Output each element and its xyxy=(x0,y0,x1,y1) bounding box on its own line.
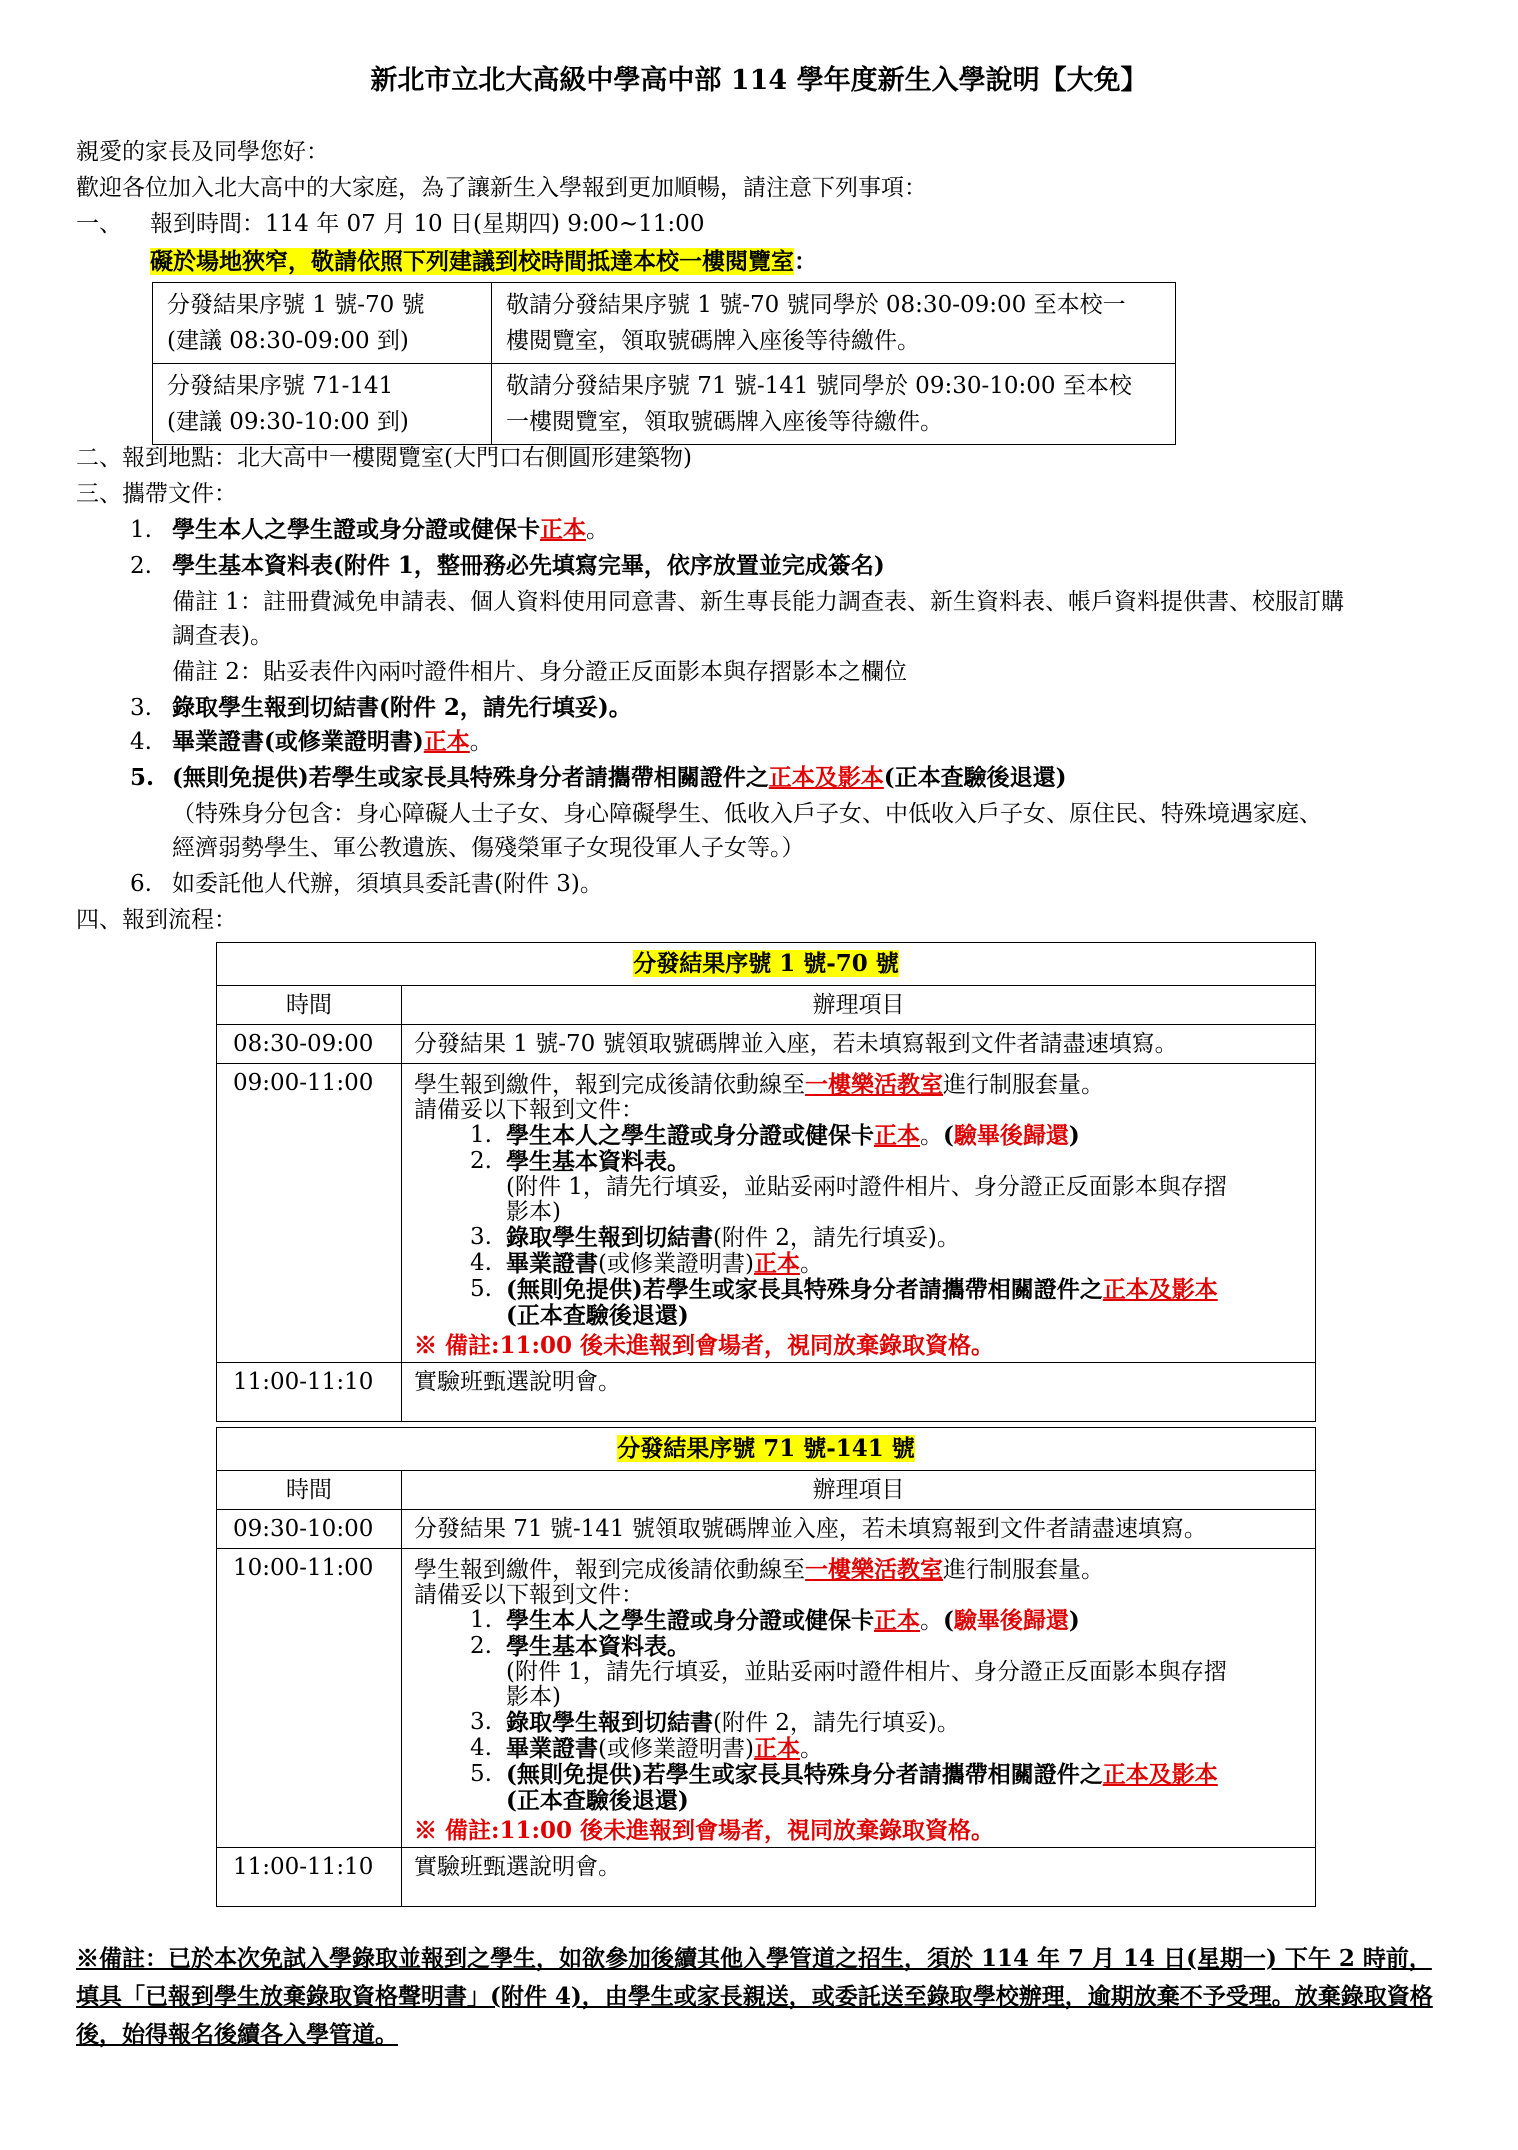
caption-text: 分發結果序號 71 號-141 號 xyxy=(617,1435,915,1462)
item-text: (附件 2，請先行填妥)。 xyxy=(713,1710,960,1736)
cell-text: 分發結果序號 71-141 xyxy=(167,373,394,399)
item-cell: 實驗班甄選說明會。 xyxy=(402,1363,1316,1422)
list-item xyxy=(414,1277,1303,1303)
item-text: 畢業證書(或修業證明書) xyxy=(172,728,424,755)
red-emphasis: 驗畢後歸還 xyxy=(953,1607,1069,1634)
header-item: 辦理項目 xyxy=(402,1471,1316,1510)
item-text: ) xyxy=(1068,1122,1080,1149)
list-item xyxy=(414,1788,1303,1814)
list-item xyxy=(414,1608,1303,1634)
item-cell: 實驗班甄選說明會。 xyxy=(402,1848,1316,1907)
header-time: 時間 xyxy=(217,1471,402,1510)
list-item xyxy=(414,1634,1303,1660)
table-row xyxy=(153,283,1176,364)
cell-text: (建議 09:30-10:00 到) xyxy=(167,409,409,435)
list-item xyxy=(414,1685,1303,1710)
list-item xyxy=(414,1660,1303,1685)
document-list xyxy=(414,1123,1303,1329)
list-number: 1. xyxy=(470,1607,492,1633)
footer-note: ※備註：已於本次免試入學錄取並報到之學生，如欲參加後續其他入學管道之招生，須於 114 年 7 月 14 日(星期一) 下午 2 時前，填具「已報到學生放棄錄取資格聲明書」(附件 4)，由學生或家長親送，或委託送至錄取學校辦理，逾期放棄不予受理。放棄錄取資格後，始得報名後續各入學管道。 xyxy=(76,1945,1433,2048)
list-number: 5. xyxy=(470,1276,492,1302)
table-row xyxy=(217,1064,1316,1363)
item-text: 學生本人之學生證或身分證或健保卡 xyxy=(506,1122,874,1149)
cell-text: 請備妥以下報到文件： xyxy=(414,1097,644,1123)
list-number: 3. xyxy=(470,1224,492,1250)
table-cell xyxy=(492,364,1176,445)
time-cell: 10:00-11:00 xyxy=(217,1549,402,1848)
table-cell xyxy=(153,364,492,445)
item-text: (無則免提供)若學生或家長具特殊身分者請攜帶相關證件之 xyxy=(172,764,769,791)
time-cell: 11:00-11:10 xyxy=(217,1848,402,1907)
list-number: 3. xyxy=(470,1709,492,1735)
greeting: 親愛的家長及同學您好： xyxy=(76,139,329,165)
list-item xyxy=(414,1200,1303,1225)
cell-text: 進行制服套量。 xyxy=(943,1557,1104,1583)
item-3: 錄取學生報到切結書(附件 2，請先行填妥)。 xyxy=(172,694,632,721)
red-emphasis: 正本 xyxy=(753,1735,800,1762)
list-number: 2. xyxy=(470,1633,492,1659)
list-number: 1. xyxy=(470,1122,492,1148)
warning-note: ※ 備註:11:00 後未進報到會場者，視同放棄錄取資格。 xyxy=(414,1817,995,1844)
list-item xyxy=(414,1762,1303,1788)
item-text: 畢業證書 xyxy=(506,1735,598,1762)
list-item xyxy=(414,1225,1303,1251)
table-row xyxy=(217,986,1316,1025)
item-text: ( xyxy=(943,1122,954,1149)
item-text: (正本查驗後退還) xyxy=(883,764,1067,791)
table-row xyxy=(217,1549,1316,1848)
item-5-note-1: （特殊身分包含：身心障礙人士子女、身心障礙學生、低收入戶子女、中低收入戶子女、原住民、特殊境遇家庭、 xyxy=(172,801,1322,827)
list-number: 4. xyxy=(470,1735,492,1761)
notice-colon: ： xyxy=(794,248,817,275)
item-5-number: 5. xyxy=(130,764,155,791)
red-emphasis: 正本 xyxy=(874,1122,920,1149)
list-item xyxy=(414,1710,1303,1736)
list-item xyxy=(414,1736,1303,1762)
item-3-number: 3. xyxy=(130,695,152,721)
cell-text: 敬請分發結果序號 1 號-70 號同學於 08:30-09:00 至本校一 xyxy=(506,292,1126,318)
table-row xyxy=(217,1428,1316,1471)
flow-table-1 xyxy=(216,942,1316,1422)
cell-text: 請備妥以下報到文件： xyxy=(414,1582,644,1608)
item-text: 錄取學生報到切結書 xyxy=(506,1709,713,1736)
table-row xyxy=(217,1025,1316,1064)
item-text: 。 xyxy=(586,517,609,543)
table-row xyxy=(217,943,1316,986)
cell-text: 分發結果序號 1 號-70 號 xyxy=(167,292,425,318)
table-cell xyxy=(492,283,1176,364)
item-6-number: 6. xyxy=(130,871,152,897)
item-text: ( xyxy=(943,1607,954,1634)
table-row xyxy=(217,1471,1316,1510)
section-3-heading: 三、攜帶文件： xyxy=(76,481,237,507)
item-1 xyxy=(172,512,609,548)
table-row xyxy=(217,1363,1316,1422)
cell-text: 一樓閱覽室，領取號碼牌入座後等待繳件。 xyxy=(506,409,943,435)
list-item xyxy=(414,1175,1303,1200)
red-emphasis: 一樓樂活教室 xyxy=(805,1071,943,1098)
item-text: 錄取學生報到切結書 xyxy=(506,1224,713,1251)
item-6: 如委託他人代辦，須填具委託書(附件 3)。 xyxy=(172,871,603,897)
intro: 歡迎各位加入北大高中的大家庭，為了讓新生入學報到更加順暢，請注意下列事項： xyxy=(76,175,927,201)
item-text: (正本查驗後退還) xyxy=(506,1787,689,1814)
caption-text: 分發結果序號 1 號-70 號 xyxy=(633,950,899,977)
item-text: (附件 2，請先行填妥)。 xyxy=(713,1225,960,1251)
cell-line xyxy=(414,1072,1303,1098)
list-number: 5. xyxy=(470,1761,492,1787)
item-text: ) xyxy=(1068,1607,1080,1634)
note-2: 備註 2：貼妥表件內兩吋證件相片、身分證正反面影本與存摺影本之欄位 xyxy=(172,659,907,685)
item-cell: 分發結果 1 號-70 號領取號碼牌並入座，若未填寫報到文件者請盡速填寫。 xyxy=(402,1025,1316,1064)
item-text: 。 xyxy=(799,1736,823,1762)
item-cell xyxy=(402,1064,1316,1363)
note-1-line-2: 調查表)。 xyxy=(172,623,273,649)
item-text: (正本查驗後退還) xyxy=(506,1302,689,1329)
time-cell: 09:30-10:00 xyxy=(217,1510,402,1549)
warning-note: ※ 備註:11:00 後未進報到會場者，視同放棄錄取資格。 xyxy=(414,1332,995,1359)
item-text: 。 xyxy=(920,1608,943,1634)
red-emphasis: 正本及影本 xyxy=(1102,1761,1218,1788)
item-note: 影本) xyxy=(506,1199,561,1225)
red-emphasis: 正本及影本 xyxy=(768,764,884,791)
item-text: 學生基本資料表。 xyxy=(506,1148,690,1175)
item-2: 學生基本資料表(附件 1，整冊務必先填寫完畢，依序放置並完成簽名) xyxy=(172,552,885,579)
cell-text: 樓閱覽室，領取號碼牌入座後等待繳件。 xyxy=(506,328,920,354)
item-4-number: 4. xyxy=(130,729,152,755)
highlight-notice: 礙於場地狹窄，敬請依照下列建議到校時間抵達本校一樓閱覽室 xyxy=(150,248,794,275)
time-cell: 09:00-11:00 xyxy=(217,1064,402,1363)
table-row xyxy=(217,1510,1316,1549)
item-4 xyxy=(172,724,493,760)
list-number: 4. xyxy=(470,1250,492,1276)
table-cell xyxy=(153,283,492,364)
section-2: 二、報到地點：北大高中一樓閱覽室(大門口右側圓形建築物) xyxy=(76,445,692,471)
item-note: (附件 1，請先行填妥，並貼妥兩吋證件相片、身分證正反面影本與存摺 xyxy=(506,1174,1227,1200)
item-cell: 分發結果 71 號-141 號領取號碼牌並入座，若未填寫報到文件者請盡速填寫。 xyxy=(402,1510,1316,1549)
note-1-line-1: 備註 1：註冊費減免申請表、個人資料使用同意書、新生專長能力調查表、新生資料表、帳戶資料提供書、校服訂購 xyxy=(172,589,1344,615)
item-2-number: 2. xyxy=(130,553,152,579)
list-item xyxy=(414,1251,1303,1277)
cell-text: 進行制服套量。 xyxy=(943,1072,1104,1098)
red-emphasis: 正本 xyxy=(753,1250,800,1277)
item-text: 畢業證書 xyxy=(506,1250,598,1277)
item-text: 學生本人之學生證或身分證或健保卡 xyxy=(172,516,540,543)
section-1-label: 報到時間：114 年 07 月 10 日(星期四) 9:00~11:00 xyxy=(150,211,705,237)
item-text: 。 xyxy=(469,729,493,755)
item-cell xyxy=(402,1549,1316,1848)
list-number: 2. xyxy=(470,1148,492,1174)
item-text: 。 xyxy=(920,1123,943,1149)
red-emphasis: 正本 xyxy=(874,1607,920,1634)
section-4-heading: 四、報到流程： xyxy=(76,907,237,933)
table-caption xyxy=(217,1428,1316,1471)
list-item xyxy=(414,1303,1303,1329)
cell-text: (建議 08:30-09:00 到) xyxy=(167,328,409,354)
table-row xyxy=(217,1848,1316,1907)
item-text: 學生基本資料表。 xyxy=(506,1633,690,1660)
red-emphasis: 正本 xyxy=(423,728,470,755)
time-cell: 11:00-11:10 xyxy=(217,1363,402,1422)
red-emphasis: 驗畢後歸還 xyxy=(953,1122,1069,1149)
cell-text: 學生報到繳件，報到完成後請依動線至 xyxy=(414,1557,805,1583)
section-1-number: 一、 xyxy=(76,211,122,237)
red-emphasis: 正本及影本 xyxy=(1102,1276,1218,1303)
schedule-table xyxy=(152,282,1176,445)
item-5-note-2: 經濟弱勢學生、軍公教遺族、傷殘榮軍子女現役軍人子女等。） xyxy=(172,835,805,861)
item-text: 。 xyxy=(799,1251,823,1277)
item-note: 影本) xyxy=(506,1684,561,1710)
red-emphasis: 一樓樂活教室 xyxy=(805,1556,943,1583)
header-time: 時間 xyxy=(217,986,402,1025)
section-1-notice xyxy=(150,244,817,280)
flow-table-2 xyxy=(216,1427,1316,1907)
item-note: (附件 1，請先行填妥，並貼妥兩吋證件相片、身分證正反面影本與存摺 xyxy=(506,1659,1227,1685)
red-emphasis: 正本 xyxy=(540,516,586,543)
cell-text: 學生報到繳件，報到完成後請依動線至 xyxy=(414,1072,805,1098)
cell-line xyxy=(414,1557,1303,1583)
item-1-number: 1. xyxy=(130,517,152,543)
item-text: 學生本人之學生證或身分證或健保卡 xyxy=(506,1607,874,1634)
item-text: (或修業證明書) xyxy=(598,1251,754,1277)
item-text: (無則免提供)若學生或家長具特殊身分者請攜帶相關證件之 xyxy=(506,1276,1103,1303)
page-title: 新北市立北大高級中學高中部 114 學年度新生入學說明【大免】 xyxy=(370,65,1148,96)
table-caption xyxy=(217,943,1316,986)
cell-text: 敬請分發結果序號 71 號-141 號同學於 09:30-10:00 至本校 xyxy=(506,373,1132,399)
list-item xyxy=(414,1123,1303,1149)
list-item xyxy=(414,1149,1303,1175)
item-5 xyxy=(172,760,1067,796)
item-text: (或修業證明書) xyxy=(598,1736,754,1762)
item-text: (無則免提供)若學生或家長具特殊身分者請攜帶相關證件之 xyxy=(506,1761,1103,1788)
table-row xyxy=(153,364,1176,445)
header-item: 辦理項目 xyxy=(402,986,1316,1025)
document-list xyxy=(414,1608,1303,1814)
time-cell: 08:30-09:00 xyxy=(217,1025,402,1064)
